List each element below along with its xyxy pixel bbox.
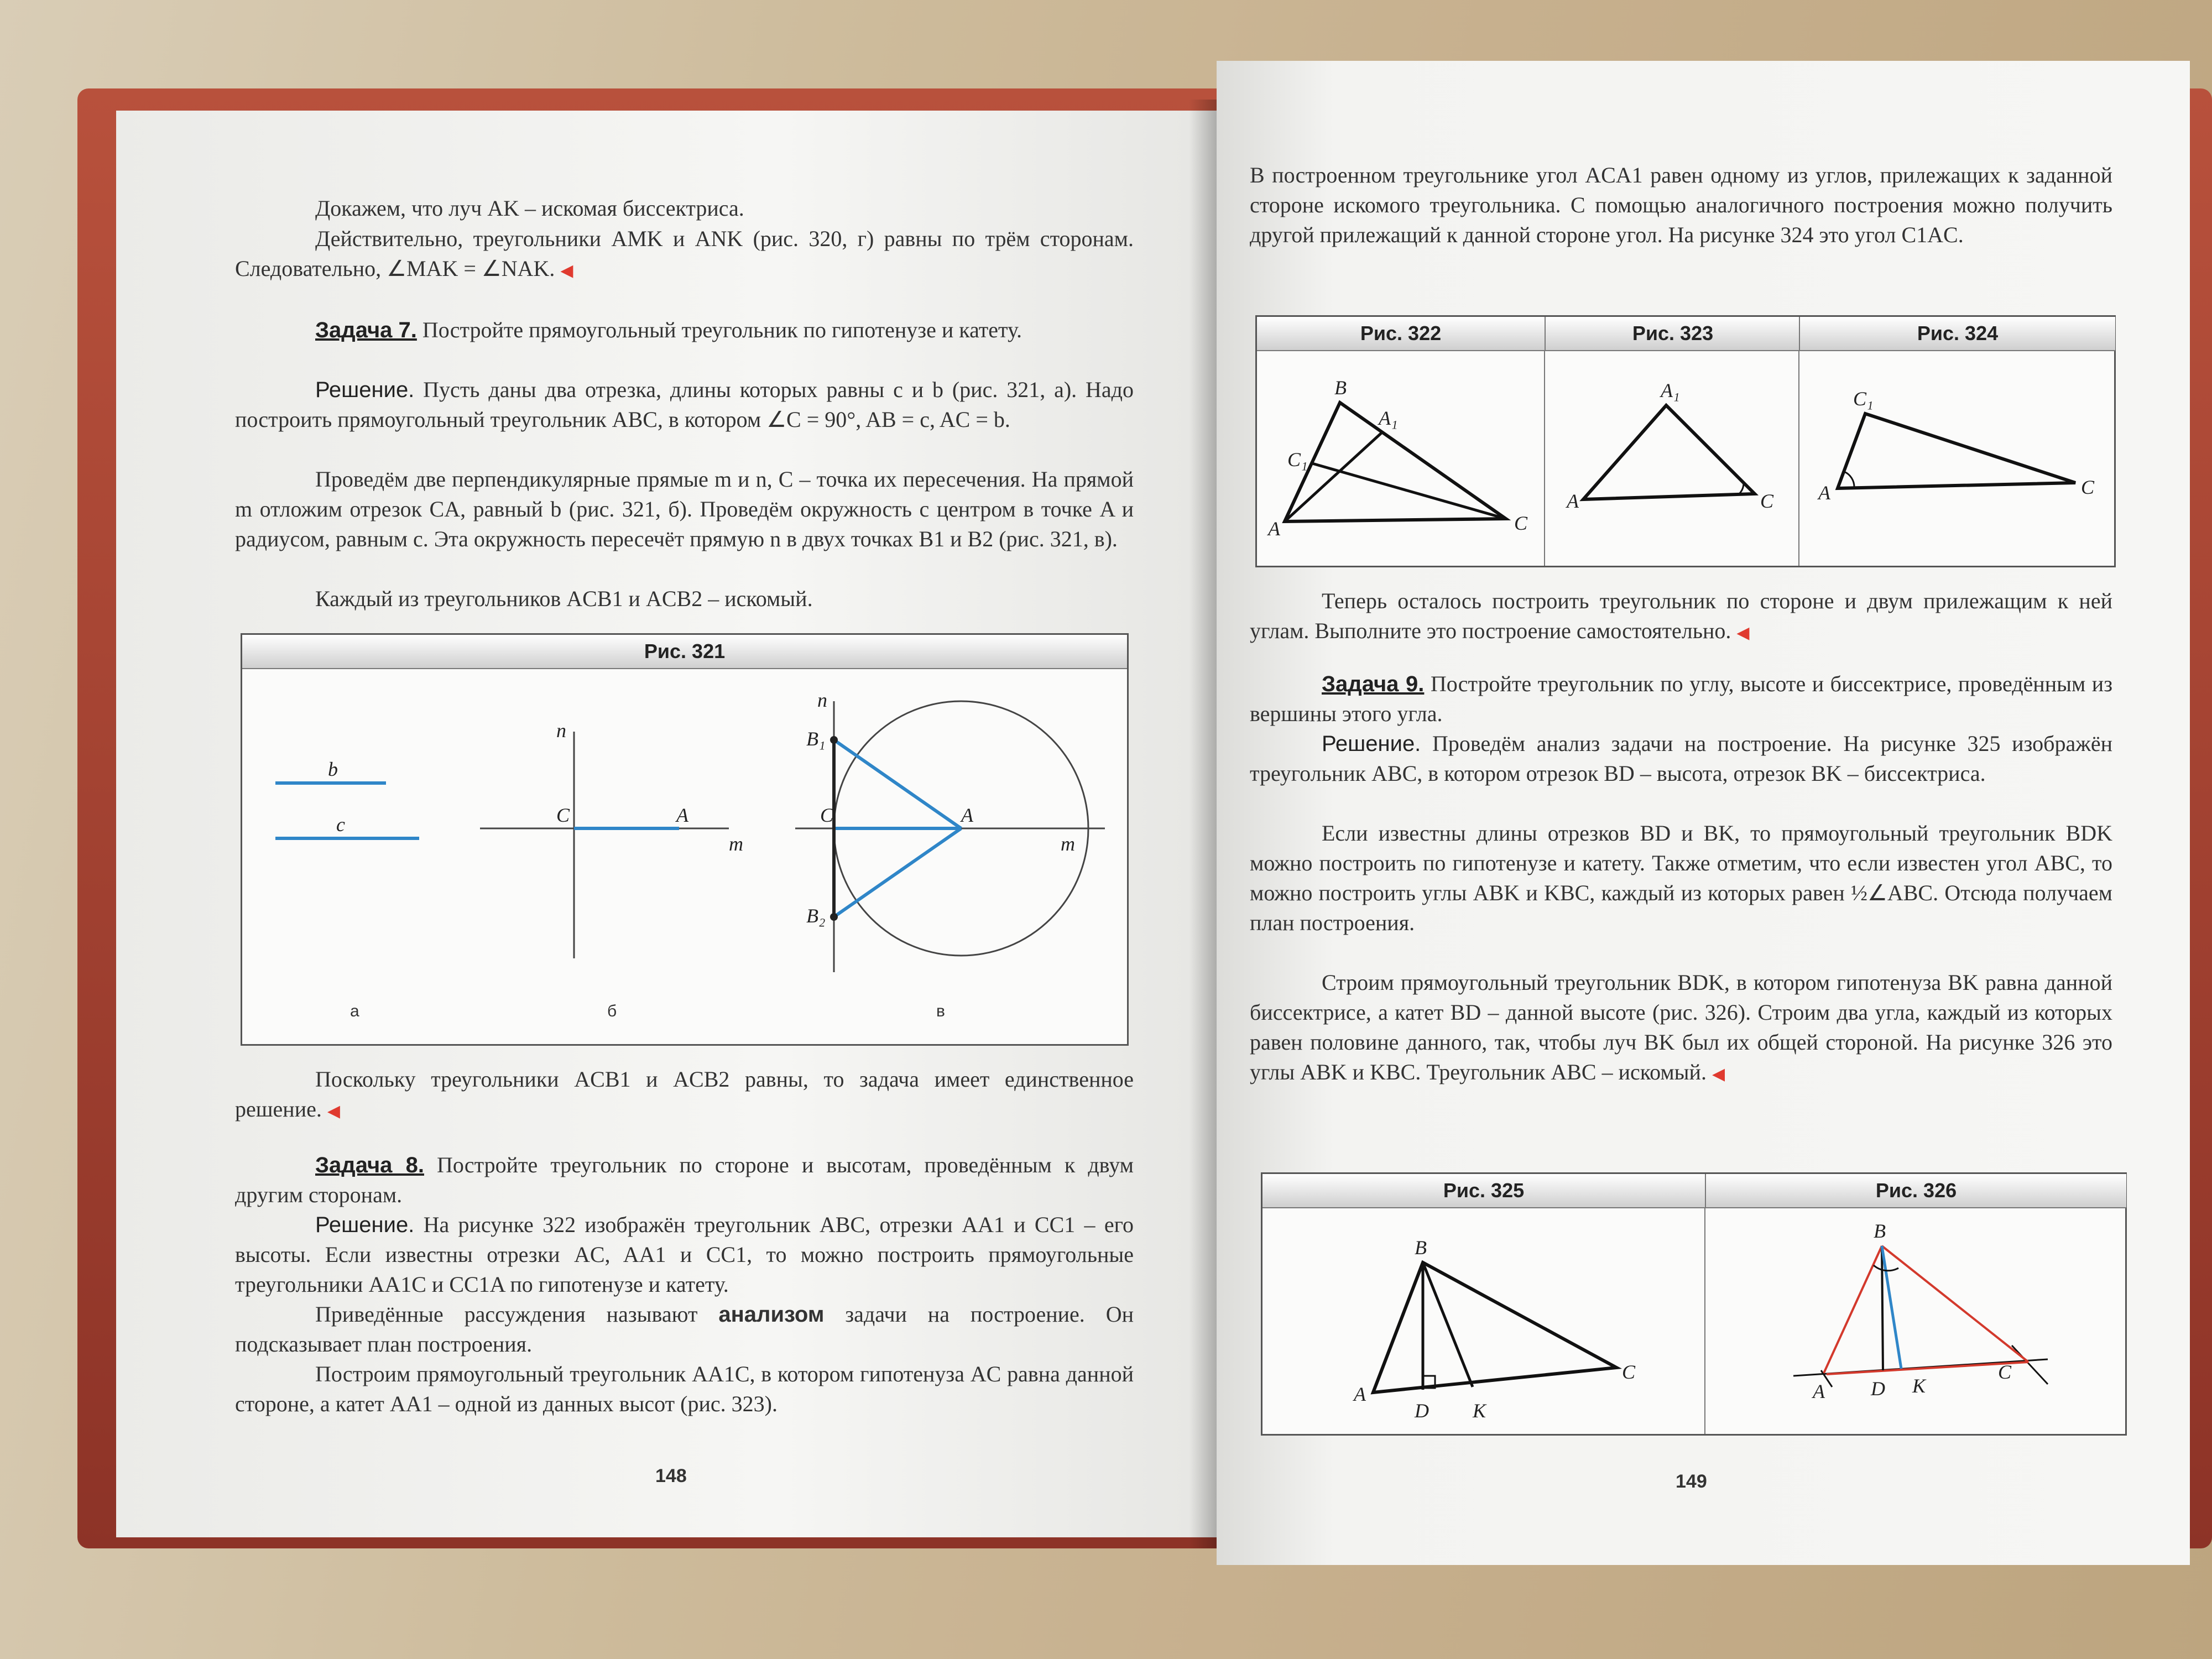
task8-p2-post: задачи на построение. Он подсказывает план построения. [235,1302,1134,1357]
label-323-A: A [1567,490,1579,512]
label-323-A1: A₁ [1661,379,1680,401]
label-326-A: A [1813,1380,1825,1402]
label-325-B: B [1415,1237,1427,1259]
task8-p2-pre: Приведённые рассуждения называют [315,1302,698,1327]
figure-323-title: Рис. 323 [1545,317,1800,351]
figures-322-324 [1255,315,2116,567]
after-fig321 [235,1065,1134,1126]
task8-p2 [235,1300,1134,1359]
label-A: A [676,804,688,826]
task7-p2 [235,465,1134,554]
bisector-BK [1423,1262,1473,1387]
label-C2: C [820,804,834,826]
after-fig324-text: Теперь осталось построить треугольник по стороне и двум прилежащим к ней углам. Выполните это построение самостоятельно. [1250,588,2112,643]
task9-solution-label: Решение. [1322,732,1421,756]
task8-paragraph [235,1150,1134,1210]
label-323-C: C [1760,490,1774,512]
label-322-B: B [1334,377,1347,399]
after-fig324 [1250,586,2112,648]
label-m: m [729,833,743,855]
end-marker-icon: ◀ [1712,1065,1725,1083]
bisector-BK-326 [1882,1246,1901,1369]
sub-label-c: в [936,1002,945,1020]
task7-text: Постройте прямоугольный треугольник по гипотенузе и катету. [422,317,1022,342]
end-marker-icon: ◀ [560,262,573,280]
label-324-A: A [1818,482,1830,504]
label-325-C: C [1622,1361,1636,1383]
label-n: n [556,719,566,742]
label-B1: B₁ [806,728,826,750]
figure-322-title: Рис. 322 [1257,317,1545,351]
task9-title: Задача 9. [1322,672,1425,696]
task7-solution-text: Пусть даны два отрезка, длины которых равны c и b (рис. 321, а). Надо построить прямоугольный треугольник ABC, в котором ∠C = 90°, AB = c, AC = b. [235,377,1134,432]
figure-325-title: Рис. 325 [1262,1174,1705,1208]
right-intro-text: В построенном треугольнике угол ACA1 равен одному из углов, прилежащих к заданной стороне искомого треугольника. С помощью аналогичного построения можно получить другой прилежащий к данной стороне угол. На рисунке 324 это угол C1AC. [1250,163,2112,247]
figure-321-drawing [242,635,1127,1044]
label-326-B: B [1874,1220,1886,1242]
label-A2: A [961,804,973,826]
task8-title: Задача 8. [315,1153,424,1177]
segment-AB2 [834,828,961,917]
label-B2: B₂ [806,905,826,927]
segment-AB1 [834,740,961,828]
task9-p3 [1250,968,2112,1089]
task7-solution [235,375,1134,435]
label-324-C: C [2081,476,2095,498]
right-page [1217,61,2190,1565]
page-number-right: 149 [1676,1471,1707,1492]
left-line-2 [235,224,1134,286]
task7-p3-text: Каждый из треугольников ACB1 и ACB2 – искомый. [315,586,813,611]
page-number-left: 148 [655,1465,687,1486]
height-AA1 [1285,433,1381,521]
task7-paragraph [235,315,1134,345]
task8-p3-text: Построим прямоугольный треугольник AA1C, в котором гипотенуза AC равна данной стороне, а катет AA1 – одной из данных высот (рис. 323). [235,1361,1134,1416]
label-324-C1: C₁ [1853,388,1874,410]
label-m2: m [1061,833,1075,855]
task9-p2 [1250,818,2112,938]
label-326-D: D [1871,1378,1885,1400]
triangle-CC1A-324 [1838,414,2075,488]
task7-p3 [235,584,1134,614]
task8-solution [235,1210,1134,1300]
triangle-AA1C-323 [1583,405,1755,499]
task7-p2-text: Проведём две перпендикулярные прямые m и n, C – точка их пересечения. На прямой m отложим отрезок CA, равный b (рис. 321, б). Проведём окружность с центром в точке A и радиусом, равным c. Эта окружность пересечёт прямую n в двух точках B1 и B2 (рис. 321, в). [235,467,1134,551]
sub-label-b: б [607,1002,617,1020]
figure-324-title: Рис. 324 [1799,317,2115,351]
right-intro [1250,160,2112,250]
triangle-ABC-325 [1373,1262,1616,1392]
task7-solution-label: Решение. [315,378,415,402]
label-326-C: C [1998,1361,2012,1383]
end-marker-icon: ◀ [1736,624,1750,642]
task9-p2-text: Если известны длины отрезков BD и BK, то прямоугольный треугольник BDK можно построить по гипотенузе и катету. Также отметим, что если известен угол ABC, то можно построить углы ABK и KBC, каждый из которых равен ½∠ABC. Отсюда получаем план построения. [1250,821,2112,935]
task9-p3-text: Строим прямоугольный треугольник BDK, в котором гипотенуза BK равна данной биссектрисе, а катет BD – данной высоте (рис. 326). Строим два угла, каждый из которых равен половине данного, так, чтобы луч BK был их общей стороной. На рисунке 326 это углы ABK и KBC. Треугольник ABC – искомый. [1250,970,2112,1084]
label-322-C: C [1514,512,1528,534]
figures-325-326-drawing [1262,1174,2125,1434]
end-marker-icon: ◀ [327,1102,340,1120]
task8-text: Постройте треугольник по стороне и высотам, проведённым к двум другим сторонам. [235,1152,1134,1207]
after-fig321-text: Поскольку треугольники ACB1 и ACB2 равны, то задача имеет единственное решение. [235,1067,1134,1121]
left-line-1 [315,194,1134,223]
side-BA-326 [1824,1246,1882,1373]
label-322-A1: A₁ [1379,407,1398,429]
label-325-D: D [1415,1400,1429,1422]
label-325-K: K [1473,1400,1486,1422]
figure-326-title: Рис. 326 [1705,1174,2126,1208]
task8-solution-label: Решение. [315,1213,415,1237]
label-c: c [336,813,345,836]
left-page [116,111,1217,1537]
label-322-C1: C₁ [1287,448,1308,471]
task9-solution-text: Проведём анализ задачи на построение. На рисунке 325 изображён треугольник ABC, в котором отрезок BD – высота, отрезок BK – биссектриса. [1250,731,2113,786]
label-n2: n [817,689,827,711]
task9-solution [1250,729,2112,789]
label-325-A: A [1354,1383,1366,1405]
task9-text: Постройте треугольник по углу, высоте и биссектрисе, проведённым из вершины этого угла. [1250,671,2113,726]
task8-p3 [235,1359,1134,1419]
task7-title: Задача 7. [315,318,417,342]
sub-label-a: а [350,1002,359,1020]
side-BC-326 [1882,1246,2028,1362]
figures-325-326 [1261,1172,2127,1436]
height-BD-326 [1882,1246,1883,1370]
text-proof-body: Действительно, треугольники AMK и ANK (рис. 320, г) равны по трём сторонам. Следовательно, ∠MAK = ∠NAK. [235,226,1134,281]
figure-321 [241,633,1129,1046]
figures-322-324-drawing [1257,317,2114,566]
label-326-K: K [1912,1375,1926,1397]
text-proof-intro: Докажем, что луч AK – искомая биссектриса. [315,196,744,221]
label-322-A: A [1268,518,1280,540]
task9-paragraph [1250,669,2112,729]
label-b: b [328,758,338,780]
task8-solution-text: На рисунке 322 изображён треугольник ABC, отрезки AA1 и CC1 – его высоты. Если известны отрезки AC, AA1 и CC1, то можно построить прямоугольные треугольники AA1C и CC1A по гипотенузе и катету. [235,1212,1134,1297]
height-CC1 [1312,463,1506,519]
term-analysis: анализом [718,1302,825,1327]
label-C: C [556,804,570,826]
figure-321-title: Рис. 321 [242,635,1127,669]
